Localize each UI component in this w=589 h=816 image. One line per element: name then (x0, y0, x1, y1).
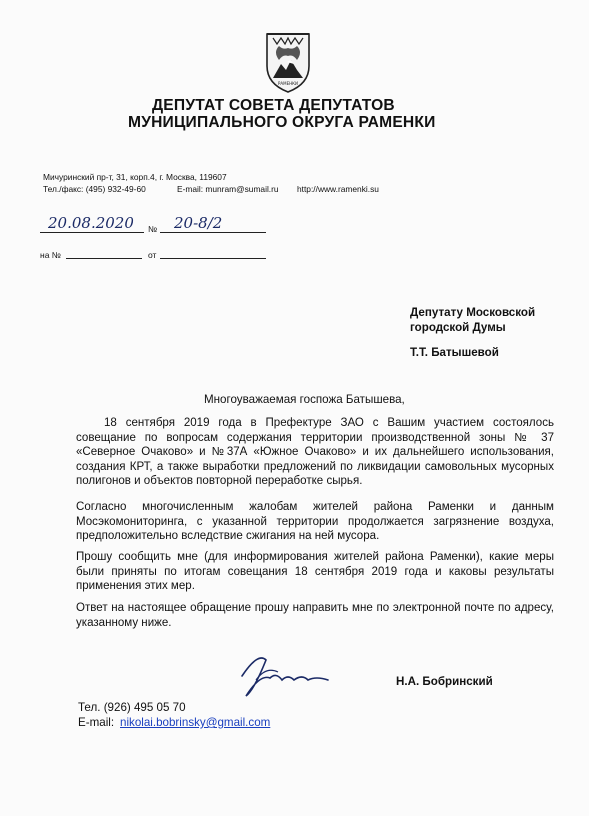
number-label: № (148, 224, 158, 234)
registration-date: 20.08.2020 (48, 214, 134, 232)
reply-number-label: на № (40, 250, 61, 260)
footer-phone: Тел. (926) 495 05 70 (78, 701, 186, 714)
addressee-line1: Депутату Московской (410, 306, 536, 319)
signer-name: Н.А. Бобринский (396, 675, 493, 688)
letterhead-title-line1: ДЕПУТАТ СОВЕТА ДЕПУТАТОВ (152, 97, 395, 114)
letterhead-title-line2: МУНИЦИПАЛЬНОГО ОКРУГА РАМЕНКИ (128, 114, 436, 131)
office-address: Мичуринский пр-т, 31, корп.4, г. Москва, 119607 (43, 172, 227, 182)
letter-paragraph: Ответ на настоящее обращение прошу направить мне по электронной почте по адресу, указанному ниже. (76, 602, 554, 629)
addressee-line2: городской Думы (410, 321, 506, 334)
handwritten-signature (236, 650, 332, 700)
letter-paragraph: Согласно многочисленным жалобам жителей района Раменки и данным Мосэкомониторинга, с указанной территории продолжается загрязнение воздуха, предположительно вследствие сжигания на ней мусора. (76, 501, 554, 543)
number-underline (160, 232, 266, 233)
emblem-caption: РАМЕНКИ (278, 81, 298, 86)
footer-email-label: E-mail: (78, 716, 115, 729)
addressee-name: Т.Т. Батышевой (410, 346, 499, 359)
registration-number: 20-8/2 (174, 214, 223, 232)
reply-from-label: от (148, 250, 157, 260)
office-email: E-mail: munram@sumail.ru (177, 184, 279, 194)
office-website: http://www.ramenki.su (297, 184, 379, 194)
office-phone: Тел./факс: (495) 932-49-60 (43, 184, 146, 194)
letter-paragraph: 18 сентября 2019 года в Префектуре ЗАО с Вашим участием состоялось совещание по вопросам содержания территории производственной зоны № 37 «Северное Очаково» и №37А «Южное Очаково» и их дальнейшего использования, создания КРТ, а также выработки предложений по ликвидации самовольных мусорных полигонов и объектов повторной переработке сырья. (76, 417, 554, 488)
footer-email-link[interactable]: nikolai.bobrinsky@gmail.com (120, 716, 271, 729)
reply-number-underline (66, 258, 142, 259)
reply-from-underline (160, 258, 266, 259)
letter-greeting: Многоуважаемая госпожа Батышева, (204, 393, 405, 406)
coat-of-arms-emblem (261, 26, 315, 94)
letter-paragraph: Прошу сообщить мне (для информирования жителей района Раменки), какие меры были приняты по итогам совещания 18 сентября 2019 года и каковы результаты применения этих мер. (76, 551, 554, 593)
date-underline (40, 232, 144, 233)
